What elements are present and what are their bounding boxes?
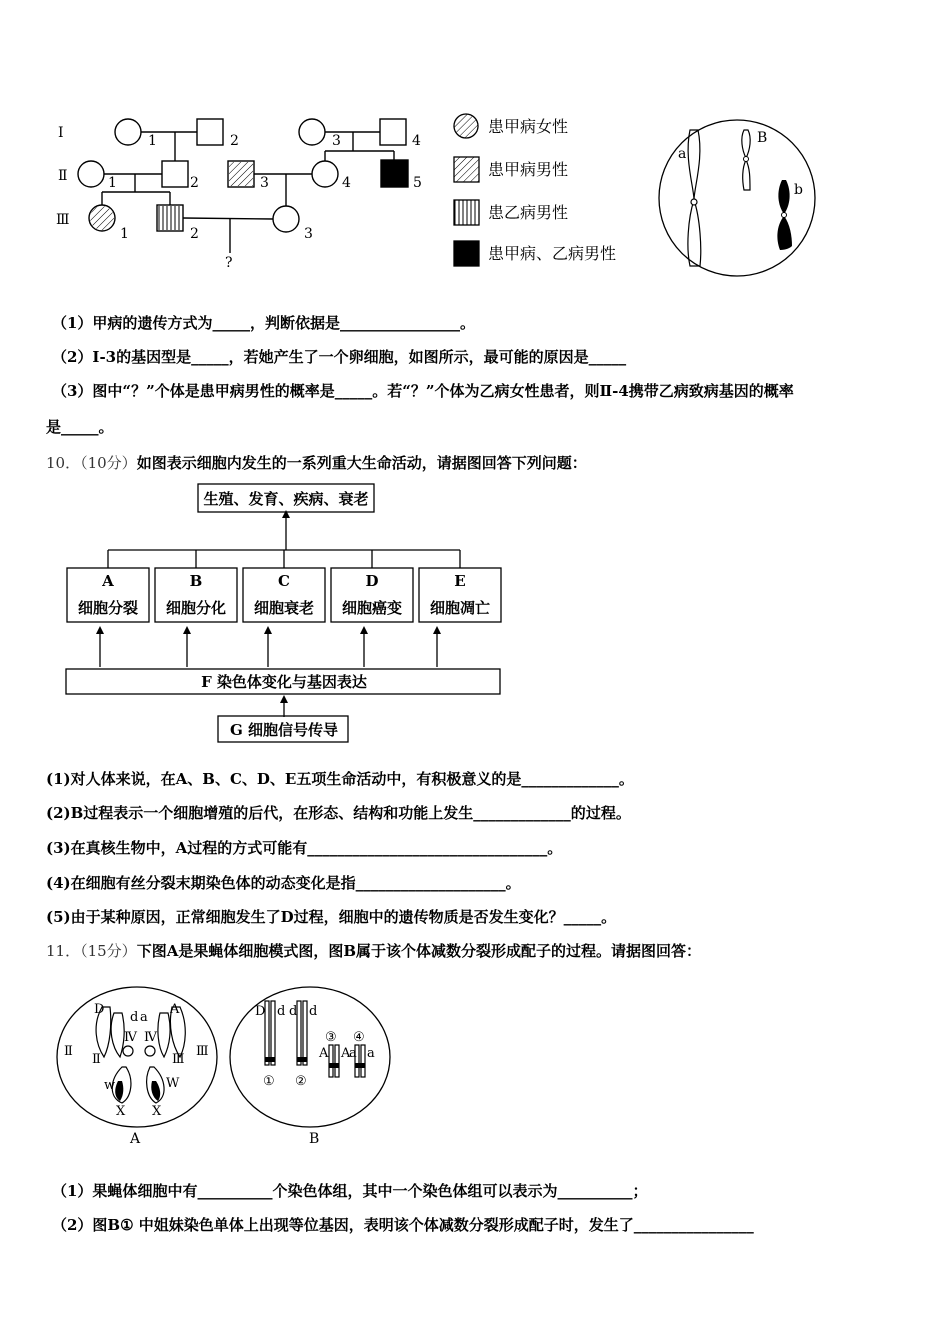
flow-G-label: G 细胞信号传导 [229,721,339,739]
flow-name-E: 细胞凋亡 [429,599,491,617]
flow-letter-A: A [102,572,114,590]
figA-label: Ⅲ [196,1044,209,1059]
ind-num: 2 [230,133,239,149]
q9-line-1: （1）甲病的遗传方式为_____，判断依据是________________。 [52,314,475,332]
q9-line-2: （2）Ⅰ-3的基因型是_____，若她产生了一个卵细胞，如图所示，最可能的原因是_____ [52,348,627,366]
pedigree-chart [50,105,450,280]
legend-label: 患乙病男性 [488,203,569,222]
cell-label: B [757,130,768,146]
q10-line-3: (3)在真核生物中，A过程的方式可能有________________________________。 [46,839,563,857]
legend-label: 患甲病、乙病男性 [488,244,617,263]
q11-line-2: （2）图B① 中姐妹染色单体上出现等位基因，表明该个体减数分裂形成配子时，发生了________________ [52,1216,754,1234]
ind-num: 3 [260,175,269,191]
ind-num: 1 [108,175,117,191]
figA-label: D [94,1002,105,1017]
figB-label: a [367,1046,375,1061]
figB-label: a [349,1046,357,1061]
legend-female-A-icon [454,114,478,138]
figA-label: w [104,1078,116,1093]
q10-heading [46,452,587,473]
q11-stem: 下图A是果蝇体细胞模式图，图B属于该个体减数分裂形成配子的过程。请据图回答： [136,942,702,960]
q11-score: （15分） [80,942,137,960]
figA-caption: A [130,1131,141,1147]
flow-letter-C: C [278,572,290,590]
gen-label-I: Ⅰ [58,125,64,141]
legend-label: 患甲病男性 [488,160,569,179]
legend-male-B-icon [454,200,479,225]
figA-label: A [170,1002,180,1017]
figB-label: d [277,1004,286,1019]
q11-line-1: （1）果蝇体细胞中有__________个染色体组，其中一个染色体组可以表示为__________； [52,1182,648,1200]
pedigree-II-2 [162,161,188,187]
legend-male-AB-icon [454,241,479,266]
figA-label: Ⅳ [124,1030,137,1045]
figA-label: X [116,1104,126,1119]
pedigree-II-5 [381,160,408,187]
gen-label-II: Ⅱ [58,168,68,184]
meiosis-figure-B [225,985,395,1150]
ind-num: 1 [120,226,129,242]
flow-top-label: 生殖、发育、疾病、衰老 [203,490,369,508]
pedigree-legend [450,110,650,275]
q10-score: （10分） [80,454,137,472]
figA-label: Ⅲ [172,1052,185,1067]
q9-line-4: 是_____。 [46,418,114,436]
ind-num: 4 [412,133,421,149]
ind-num: 2 [190,226,199,242]
q10-stem: 如图表示细胞内发生的一系列重大生命活动，请据图回答下列问题： [136,454,587,472]
flow-name-A: 细胞分裂 [77,599,139,617]
cell-life-activities-diagram [60,480,510,745]
flow-F-label: F 染色体变化与基因表达 [201,673,367,691]
q10-line-2: (2)B过程表示一个细胞增殖的后代，在形态、结构和功能上发生_____________的过程。 [46,804,631,822]
gen-label-III: Ⅲ [56,212,70,228]
figB-caption: B [309,1131,320,1147]
figB-label: d [309,1004,318,1019]
fly-cell-figure-A [52,985,227,1150]
pedigree-III-3 [273,206,299,232]
flow-letter-E: E [454,572,466,590]
ind-num: 3 [304,226,313,242]
flow-letter-B: B [189,572,203,590]
figA-label: d [130,1010,139,1025]
figB-label: ② [295,1074,307,1089]
figB-label: ① [263,1074,275,1089]
legend-male-A-icon [454,157,479,182]
figA-label: W [166,1076,180,1091]
ind-num: 2 [190,175,199,191]
q9-line-3: （3）图中“？”个体是患甲病男性的概率是_____。若“？”个体为乙病女性患者，则Ⅱ-4携带乙病致病基因的概率 [52,382,794,400]
flow-name-C: 细胞衰老 [253,599,315,617]
figB-label: ③ [325,1030,337,1045]
figB-label: d [289,1004,298,1019]
egg-cell-figure [654,118,819,280]
ind-num: 4 [342,175,351,191]
unknown-mark: ? [225,255,233,271]
q10-line-4: (4)在细胞有丝分裂末期染色体的动态变化是指____________________。 [46,874,521,892]
ind-num: 5 [413,175,422,191]
figA-label: Ⅱ [64,1044,73,1059]
cell-label: a [678,146,687,162]
q10-line-5: (5)由于某种原因，正常细胞发生了D过程，细胞中的遗传物质是否发生变化？_____。 [46,908,617,926]
pedigree-I-2 [197,119,223,145]
q11-number: 11． [46,942,81,960]
figA-label: X [152,1104,162,1119]
figB-label: ④ [353,1030,365,1045]
ind-num: 1 [148,133,157,149]
figA-label: a [140,1010,148,1025]
pedigree-II-4 [312,161,338,187]
q11-heading [46,940,701,961]
figB-label: D [255,1004,266,1019]
cell-label: b [794,182,803,198]
pedigree-I-1 [115,119,141,145]
figB-label: A [341,1046,351,1061]
figA-label: Ⅱ [92,1052,101,1067]
q10-line-1: (1)对人体来说，在A、B、C、D、E五项生命活动中，有积极意义的是_____________。 [46,770,634,788]
flow-name-B: 细胞分化 [165,599,227,617]
flow-letter-D: D [365,572,379,590]
figA-label: Ⅳ [144,1030,157,1045]
flow-name-D: 细胞癌变 [341,599,403,617]
q10-number: 10． [46,454,81,472]
pedigree-I-3 [299,119,325,145]
ind-num: 3 [332,133,341,149]
pedigree-I-4 [380,119,406,145]
legend-label: 患甲病女性 [488,117,569,136]
figB-label: A [319,1046,329,1061]
pedigree-II-1 [78,161,104,187]
